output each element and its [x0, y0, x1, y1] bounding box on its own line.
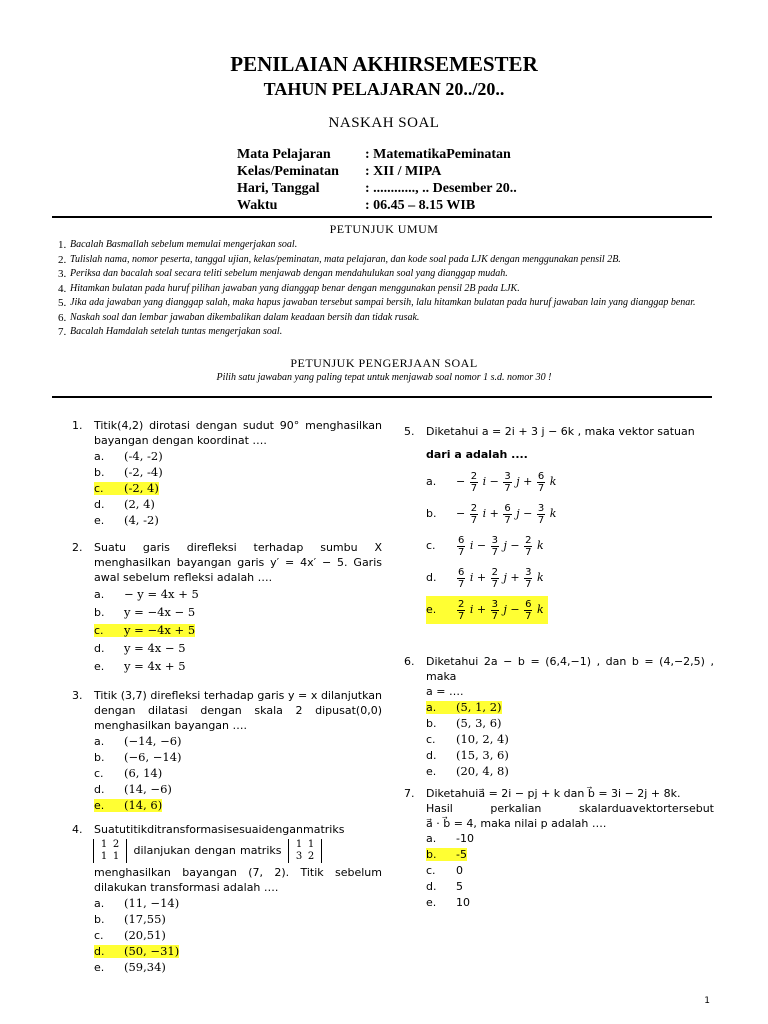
info-key: Hari, Tanggal — [237, 181, 320, 196]
fraction — [524, 567, 532, 590]
answer-highlight — [426, 701, 502, 714]
numerator: 6 — [458, 534, 465, 546]
option-letter: c. — [94, 482, 104, 495]
answer-highlight — [94, 482, 159, 495]
answer-option-highlighted — [72, 797, 382, 813]
instruction-number: 4. — [58, 282, 67, 295]
question-stem-continued — [404, 447, 714, 462]
question-stem — [72, 418, 382, 448]
fraction-options — [404, 466, 714, 626]
answer-option — [404, 731, 714, 747]
option-letter: c. — [94, 929, 104, 942]
question-stem — [72, 540, 382, 585]
option-value: y = 4x + 5 — [124, 659, 186, 673]
question-text: Diketahui 2a − b = (6,4,−1) , dan b = (4,−2,5) , maka — [426, 655, 714, 683]
info-value: : MatematikaPeminatan — [365, 147, 511, 162]
option-letter: b. — [94, 606, 105, 619]
answer-option — [404, 879, 714, 895]
term: k — [533, 539, 544, 552]
fraction — [470, 471, 478, 494]
answer-option-highlighted — [404, 594, 714, 626]
question-text: Suatutitikditransformasisesuaidenganmatriks — [94, 823, 345, 836]
denominator: 7 — [504, 514, 511, 526]
answer-option — [404, 562, 714, 594]
option-value: -5 — [456, 848, 467, 861]
option-letter: e. — [426, 896, 437, 909]
question-number: 6. — [404, 655, 415, 668]
denominator: 7 — [491, 578, 498, 590]
option-value: (20, 4, 8) — [456, 764, 509, 778]
answer-option — [72, 657, 382, 675]
term: j − — [499, 603, 524, 616]
question-stem — [72, 688, 382, 733]
fraction — [491, 567, 499, 590]
question-stem — [404, 424, 714, 439]
fraction — [491, 599, 499, 622]
term: i − — [479, 475, 503, 488]
instruction-text: Tulislah nama, nomor peserta, tanggal ujian, kelas/peminatan, mata pelajaran, dan kode soal pada LJK dengan menggunakan pensil 2B. — [70, 253, 621, 265]
divider — [52, 216, 712, 218]
question-number: 3. — [72, 689, 83, 702]
divider — [52, 396, 712, 398]
option-letter: a. — [94, 588, 105, 601]
fraction — [470, 503, 478, 526]
general-instructions-list — [58, 238, 708, 340]
question-stem — [404, 654, 714, 684]
option-value: (5, 1, 2) — [456, 700, 502, 714]
option-value: (−14, −6) — [124, 734, 182, 748]
question-stem-continued — [404, 684, 714, 699]
numerator: 3 — [525, 566, 532, 578]
matrix-entry: 1 — [100, 839, 108, 850]
answer-highlight — [94, 945, 179, 958]
denominator: 7 — [458, 546, 465, 558]
answer-option — [72, 448, 382, 464]
answer-highlight — [94, 799, 162, 812]
option-letter: e. — [426, 765, 437, 778]
sign: − — [456, 475, 469, 488]
question-number: 2. — [72, 541, 83, 554]
answer-option — [72, 496, 382, 512]
option-value: (50, −31) — [124, 944, 180, 958]
fraction — [457, 567, 465, 590]
question-stem-matrices — [68, 837, 382, 865]
option-letter: d. — [94, 783, 105, 796]
option-letter: a. — [94, 897, 105, 910]
option-letter: e. — [94, 799, 105, 812]
question-stem — [72, 822, 382, 837]
option-letter: e. — [94, 961, 105, 974]
answer-option — [404, 466, 714, 498]
option-letter: c. — [426, 539, 436, 552]
general-instructions-title: PETUNJUK UMUM — [329, 222, 439, 236]
term: k — [533, 603, 544, 616]
matrix-entry: 1 — [112, 851, 120, 862]
option-letter: c. — [94, 767, 104, 780]
term: i + — [466, 603, 490, 616]
instruction-number: 6. — [58, 311, 67, 324]
question-number: 1. — [72, 419, 83, 432]
answer-option — [404, 747, 714, 763]
matrix-entry: 3 — [295, 851, 303, 862]
question-text: a⃗ · b⃗ = 4, maka nilai p adalah …. — [426, 817, 607, 830]
answer-option — [404, 763, 714, 779]
instruction-text: Jika ada jawaban yang dianggap salah, maka hapus jawaban tersebut sampai bersih, lalu hitamkan bulatan pada huruf jawaban lain yang dianggap benar. — [70, 297, 696, 308]
info-date — [237, 180, 517, 197]
answer-option-highlighted — [72, 480, 382, 496]
numerator: 2 — [470, 502, 478, 514]
matrix-first — [93, 839, 127, 863]
sign: − — [456, 507, 469, 520]
instruction-number: 2. — [58, 253, 67, 266]
option-letter: d. — [426, 880, 437, 893]
numerator: 2 — [470, 470, 478, 482]
answer-option — [404, 895, 714, 911]
term: i + — [466, 571, 490, 584]
option-letter: c. — [94, 624, 104, 637]
question-number: 5. — [404, 425, 415, 438]
option-value: (20,51) — [124, 928, 166, 942]
instruction-number: 5. — [58, 297, 67, 309]
denominator: 7 — [470, 482, 478, 494]
option-value: (14, −6) — [124, 782, 172, 796]
instruction-text: Hitamkan bulatan pada huruf pilihan jawaban yang dianggap benar dengan menggunakan pensil 2B pada LJK. — [70, 282, 520, 294]
question-5 — [404, 424, 714, 626]
question-6 — [404, 654, 714, 779]
fraction — [457, 535, 465, 558]
denominator: 7 — [504, 482, 511, 494]
answer-option — [72, 911, 382, 927]
instruction-item — [58, 282, 708, 297]
option-letter: b. — [94, 751, 105, 764]
answer-highlight — [426, 848, 467, 861]
info-value: : ............, .. Desember 20.. — [365, 181, 517, 196]
option-letter: b. — [94, 466, 105, 479]
question-text: menghasilkan bayangan (7, 2). Titik sebelum dilakukan transformasi adalah …. — [94, 866, 382, 894]
option-value: y = −4x − 5 — [124, 605, 196, 619]
option-letter: c. — [426, 733, 436, 746]
instruction-item — [58, 311, 708, 326]
info-time — [237, 197, 517, 214]
instruction-item — [58, 253, 708, 268]
option-value: -10 — [456, 832, 474, 845]
term: j + — [499, 571, 524, 584]
option-value: (14, 6) — [124, 798, 163, 812]
numerator: 6 — [537, 470, 545, 482]
numerator: 6 — [458, 566, 465, 578]
matrix-entry: 2 — [112, 839, 120, 850]
info-subject — [237, 146, 517, 163]
instruction-item — [58, 296, 708, 311]
instruction-number: 1. — [58, 239, 67, 251]
matrix-entry: 1 — [307, 839, 315, 850]
option-value: (6, 14) — [124, 766, 163, 780]
question-text: dilanjukan dengan matriks — [133, 844, 282, 857]
option-value: (59,34) — [124, 960, 166, 974]
option-content — [426, 534, 544, 558]
option-letter: a. — [426, 701, 437, 714]
option-value: (11, −14) — [124, 896, 180, 910]
question-text: Hasil perkalian skalarduavektortersebut — [426, 802, 714, 815]
option-letter: b. — [426, 507, 437, 520]
option-content — [426, 470, 557, 494]
answer-option — [404, 863, 714, 879]
question-text: Suatu garis direfleksi terhadap sumbu X menghasilkan bayangan garis y′ = 4x′ − 5. Garis awal sebelum refleksi adalah …. — [94, 541, 382, 584]
fraction — [491, 535, 499, 558]
question-stem-continued — [404, 801, 714, 816]
option-value: (2, 4) — [124, 497, 155, 511]
instruction-text: Bacalah Basmallah sebelum memulai mengerjakan soal. — [70, 239, 298, 250]
question-number: 4. — [72, 823, 83, 836]
option-value: − y = 4x + 5 — [124, 587, 199, 601]
answer-option-highlighted — [72, 621, 382, 639]
answer-option — [72, 585, 382, 603]
answer-option — [72, 603, 382, 621]
instruction-number: 3. — [58, 268, 67, 280]
numerator: 3 — [491, 598, 498, 610]
numerator: 3 — [504, 470, 511, 482]
numerator: 2 — [491, 566, 498, 578]
question-stem-continued — [404, 816, 714, 831]
info-key: Kelas/Peminatan — [237, 164, 339, 179]
option-value: (-2, -4) — [124, 465, 163, 479]
option-value: (15, 3, 6) — [456, 748, 509, 762]
instruction-item — [58, 267, 708, 282]
matrix-second — [288, 839, 322, 863]
answer-option — [404, 715, 714, 731]
exam-title: PENILAIAN AKHIRSEMESTER — [230, 52, 538, 76]
option-letter: a. — [426, 475, 437, 488]
denominator: 7 — [537, 514, 545, 526]
option-value: y = −4x + 5 — [124, 623, 196, 637]
info-value: : 06.45 – 8.15 WIB — [365, 198, 476, 213]
fraction — [503, 503, 511, 526]
question-stem — [404, 786, 714, 801]
answer-highlight — [426, 596, 548, 624]
answer-option — [72, 639, 382, 657]
question-text: a = …. — [426, 685, 464, 698]
option-letter: d. — [94, 498, 105, 511]
option-letter: b. — [426, 848, 437, 861]
option-content — [426, 502, 557, 526]
answer-option-highlighted — [404, 699, 714, 715]
option-letter: d. — [94, 642, 105, 655]
option-letter: c. — [426, 864, 436, 877]
fraction — [537, 471, 545, 494]
option-value: 10 — [456, 896, 470, 909]
option-value: (4, -2) — [124, 513, 159, 527]
question-text: Diketahuia⃗ = 2i − pj + k dan b⃗ = 3i − 2j + 8k. — [426, 787, 681, 800]
term: k — [546, 475, 557, 488]
option-value: 5 — [456, 880, 463, 893]
question-2 — [72, 540, 382, 675]
info-value: : XII / MIPA — [365, 164, 442, 179]
denominator: 7 — [491, 546, 498, 558]
answer-option — [72, 781, 382, 797]
answer-option — [72, 765, 382, 781]
instruction-text: Bacalah Hamdalah setelah tuntas mengerjakan soal. — [70, 326, 283, 337]
answer-option — [72, 464, 382, 480]
option-letter: d. — [426, 749, 437, 762]
answer-option — [72, 512, 382, 528]
question-text: Titik(4,2) dirotasi dengan sudut 90° menghasilkan bayangan dengan koordinat …. — [94, 419, 382, 447]
option-value: (17,55) — [124, 912, 166, 926]
answer-option — [404, 831, 714, 847]
option-value: (-4, -2) — [124, 449, 163, 463]
option-letter: e. — [94, 660, 105, 673]
numerator: 3 — [537, 502, 545, 514]
numerator: 6 — [504, 502, 511, 514]
answer-highlight — [94, 624, 195, 637]
fraction — [524, 535, 532, 558]
instruction-text: Naskah soal dan lembar jawaban dikembalikan dalam keadaan bersih dan tidak rusak. — [70, 311, 420, 323]
fraction — [524, 599, 532, 622]
answer-option — [72, 733, 382, 749]
term: j − — [512, 507, 536, 520]
answer-option-highlighted — [72, 943, 382, 959]
denominator: 7 — [458, 578, 465, 590]
option-letter: b. — [94, 913, 105, 926]
numerator: 2 — [458, 598, 465, 610]
term: j + — [512, 475, 536, 488]
term: k — [546, 507, 557, 520]
answer-option — [72, 927, 382, 943]
option-letter: a. — [94, 735, 105, 748]
question-stem-continued — [72, 865, 382, 895]
answer-option-highlighted — [404, 847, 714, 863]
question-4 — [72, 822, 382, 975]
option-letter: e. — [426, 603, 437, 616]
answer-option — [72, 959, 382, 975]
denominator: 7 — [491, 610, 498, 622]
denominator: 7 — [525, 546, 532, 558]
question-1 — [72, 418, 382, 528]
option-letter: a. — [426, 832, 437, 845]
denominator: 7 — [537, 482, 545, 494]
answer-option — [72, 895, 382, 911]
instruction-item — [58, 238, 708, 253]
option-value: (−6, −14) — [124, 750, 182, 764]
question-text: Diketahui a = 2i + 3 j − 6k , maka vektor satuan — [426, 425, 695, 438]
option-value: y = 4x − 5 — [124, 641, 186, 655]
numerator: 6 — [525, 598, 532, 610]
fraction — [537, 503, 545, 526]
term: k — [533, 571, 544, 584]
denominator: 7 — [525, 610, 532, 622]
page-number: 1 — [704, 996, 710, 1006]
instruction-number: 7. — [58, 326, 67, 338]
term: j − — [499, 539, 524, 552]
option-value: (5, 3, 6) — [456, 716, 502, 730]
term: i + — [479, 507, 503, 520]
numerator: 3 — [491, 534, 498, 546]
matrix-entry: 1 — [295, 839, 303, 850]
numerator: 2 — [525, 534, 532, 546]
answer-option — [404, 530, 714, 562]
term: i − — [466, 539, 490, 552]
denominator: 7 — [525, 578, 532, 590]
option-letter: b. — [426, 717, 437, 730]
info-class — [237, 163, 517, 180]
work-instructions-title: PETUNJUK PENGERJAAN SOAL — [290, 356, 478, 370]
option-value: (10, 2, 4) — [456, 732, 509, 746]
option-value: 0 — [456, 864, 463, 877]
answer-option — [404, 498, 714, 530]
info-key: Waktu — [237, 198, 278, 213]
matrix-entry: 2 — [307, 851, 315, 862]
work-instructions-subtitle: Pilih satu jawaban yang paling tepat untuk menjawab soal nomor 1 s.d. nomor 30 ! — [216, 372, 552, 383]
info-key: Mata Pelajaran — [237, 147, 331, 162]
question-number: 7. — [404, 787, 415, 800]
fraction — [457, 599, 465, 622]
document-type: NASKAH SOAL — [328, 115, 440, 131]
question-3 — [72, 688, 382, 813]
denominator: 7 — [458, 610, 465, 622]
exam-info — [237, 146, 517, 214]
academic-year: TAHUN PELAJARAN 20../20.. — [263, 79, 505, 99]
option-letter: a. — [94, 450, 105, 463]
instruction-text: Periksa dan bacalah soal secara teliti sebelum menjawab dengan mendahulukan soal yang dianggap mudah. — [70, 268, 508, 279]
answer-option — [72, 749, 382, 765]
question-text: dari a adalah .... — [426, 448, 528, 461]
denominator: 7 — [470, 514, 478, 526]
question-text: Titik (3,7) direfleksi terhadap garis y = x dilanjutkan dengan dilatasi dengan skala 2 dipusat(0,0) menghasilkan bayangan …. — [94, 689, 382, 732]
instruction-item — [58, 325, 708, 340]
option-letter: e. — [94, 514, 105, 527]
fraction — [503, 471, 511, 494]
question-7 — [404, 786, 714, 911]
option-value: (-2, 4) — [124, 481, 159, 495]
option-letter: d. — [426, 571, 437, 584]
matrix-entry: 1 — [100, 851, 108, 862]
option-content — [426, 566, 544, 590]
option-letter: d. — [94, 945, 105, 958]
